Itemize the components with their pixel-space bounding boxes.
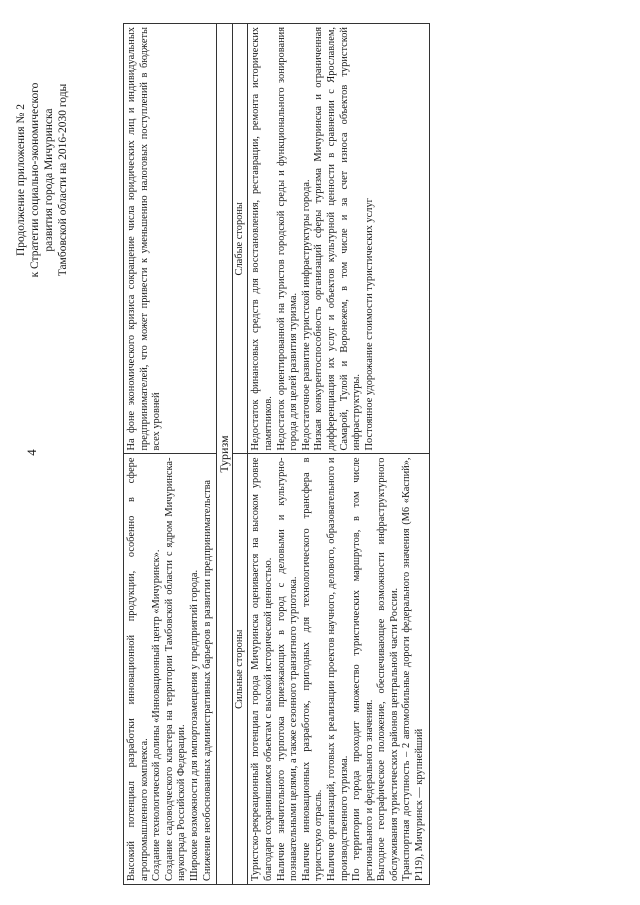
strengths-cell bbox=[248, 454, 429, 885]
strength-item: Туристско-рекреационный потенциал города Мичуринска оценивается на высоком уровне благодаря сохранившимся объектам с высокой исторической ценностью. bbox=[250, 457, 274, 881]
economy-row bbox=[124, 24, 217, 885]
weaknesses-header: Слабые стороны bbox=[232, 24, 248, 455]
threats-cell bbox=[124, 24, 217, 455]
opportunity-item: Снижение необоснованных административных барьеров в развитии предпринимательства bbox=[201, 480, 213, 881]
appendix-line: развития города Мичуринска bbox=[43, 108, 55, 252]
appendix-line: к Стратегии социально-экономического bbox=[29, 82, 41, 278]
appendix-line: Продолжение приложения № 2 bbox=[15, 103, 27, 257]
strength-item: По территории города проходит множество туристических маршрутов, в том числе регионального и федерального значения. bbox=[351, 457, 375, 881]
strength-item: Наличие инновационных разработок, пригодных для технологического трансфера в туристскую отрасль. bbox=[300, 457, 325, 881]
weakness-item: Постоянное удорожание стоимости туристических услуг bbox=[363, 198, 375, 451]
tourism-row bbox=[248, 24, 429, 885]
weaknesses-cell bbox=[248, 24, 429, 455]
strength-item: Транспортная доступность – 2 автомобильные дороги федерального значения (М6 «Каспий», Р119), Мичуринск — крупнейший bbox=[401, 457, 426, 881]
strengths-header: Сильные стороны bbox=[232, 454, 248, 885]
opportunities-cell bbox=[124, 454, 217, 885]
weakness-item: Недостаток финансовых средств для восстановления, реставрации, ремонта исторических памятников. bbox=[250, 27, 274, 451]
swot-table bbox=[123, 23, 430, 885]
weakness-item: Недостаток ориентированной на туристов городской среды и функционального зонирования города для целей развития туризма. bbox=[275, 27, 300, 451]
page-number: 4 bbox=[24, 449, 39, 456]
weakness-item: Низкая конкурентоспособность организаций сферы туризма Мичуринска и ограниченная дифференциация их услуг и объектов культурной ценности в сравнении с Ярославлем, Самарой, Тулой и Воронежем, в том числе и за счет износа объектов туристской инфраструктуры. bbox=[313, 27, 363, 451]
strength-item: Наличие организаций, готовых к реализации проектов научного, делового, образовательного и производственного туризма. bbox=[325, 457, 350, 881]
strength-item: Выгодное географическое положение, обеспечивающее возможности инфраструктурного обслуживания туристических районов центральной части России. bbox=[376, 457, 400, 881]
opportunity-item: Создание технологической долины «Инновационный центр «Мичуринск». bbox=[151, 549, 163, 881]
appendix-line: Тамбовской области на 2016-2030 годы bbox=[57, 83, 69, 277]
column-header-row bbox=[232, 24, 248, 885]
opportunity-item: Широкие возможности для импортозамещения у предприятий города. bbox=[188, 569, 200, 881]
weakness-item: Недостаточное развитие туристской инфраструктуры города. bbox=[300, 179, 312, 451]
opportunity-item: Создание садоводческого кластера на территории Тамбовской области с ядром Мичуринска-наукограда Российской Федерации. bbox=[163, 457, 188, 881]
section-title-row bbox=[217, 24, 233, 885]
threat-item: На фоне экономического кризиса сокращение числа юридических лиц и индивидуальных предпринимателей, что может привести к уменьшению налоговых поступлений в бюджеты всех уровней bbox=[126, 27, 163, 451]
section-title: Туризм bbox=[217, 24, 233, 885]
appendix-header bbox=[14, 30, 70, 330]
opportunity-item: Высокий потенциал разработки инновационной продукции, особенно в сфере агропромышленного комплекса. bbox=[126, 457, 150, 881]
strength-item: Наличие значительного турпотока приезжающих в город с деловыми и культурно-познавательными целями, а также сезонного транзитного турпотока. bbox=[275, 457, 300, 881]
